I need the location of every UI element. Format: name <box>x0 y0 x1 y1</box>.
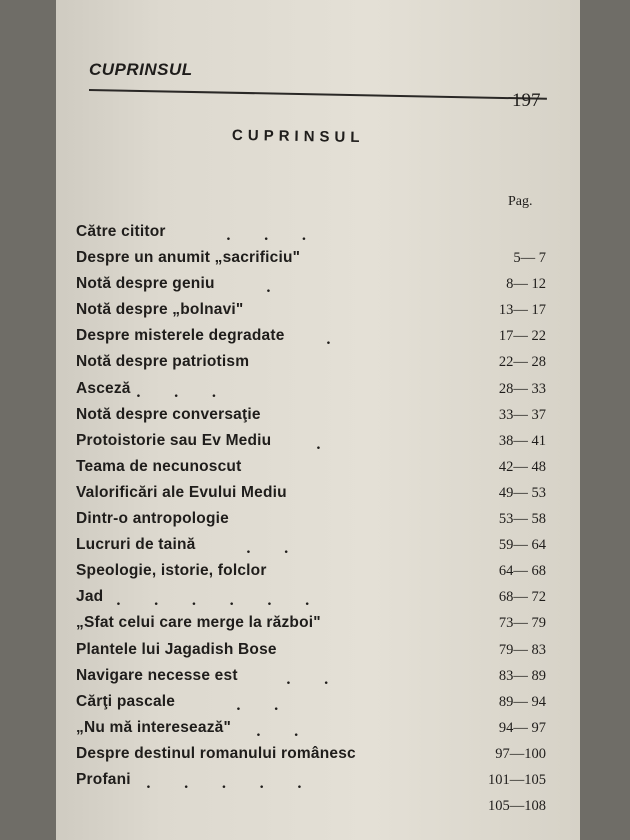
toc-leader-dots: . . <box>246 541 303 558</box>
toc-leader-dots: . <box>266 280 285 297</box>
toc-entry <box>76 690 576 716</box>
toc-entry <box>76 246 576 272</box>
toc-entry <box>76 559 576 585</box>
toc-entry-pages: 28— 33 <box>498 380 546 397</box>
toc-leader-dots: . . <box>236 697 293 714</box>
toc-entry <box>76 324 576 350</box>
pages-column-label: Pag. <box>508 194 533 209</box>
toc-entry-pages: 38— 41 <box>498 432 546 449</box>
toc-entry-title: Asceză <box>76 379 131 397</box>
page-number: 197 <box>512 90 541 111</box>
toc-entry-pages: 94— 97 <box>498 719 546 736</box>
toc-entry <box>76 794 576 820</box>
toc-entry <box>76 429 576 455</box>
toc-entry-pages: 8— 12 <box>506 276 546 293</box>
toc-entry-pages: 89— 94 <box>498 693 546 710</box>
toc-entry <box>76 638 576 664</box>
book-page <box>56 0 580 840</box>
toc-entry-title: Speologie, istorie, folclor <box>76 562 267 580</box>
running-head: CUPRINSUL <box>89 60 193 79</box>
toc-entry <box>76 585 576 611</box>
toc-entry <box>76 298 576 324</box>
toc-leader-dots: . . . <box>226 228 321 244</box>
toc-leader-dots: . . . . . . <box>116 593 324 610</box>
toc-leader-dots: . . <box>286 671 343 688</box>
toc-entry-pages: 83— 89 <box>498 667 546 684</box>
toc-leader-dots: . . . <box>136 384 231 401</box>
toc-entry-title: Notă despre conversaţie <box>76 405 261 423</box>
toc-entry-title: Despre destinul romanului românesc <box>76 744 356 762</box>
toc-entry-pages: 53— 58 <box>498 511 546 528</box>
toc-entry-title: Notă despre „bolnavi" <box>76 301 244 319</box>
toc-entry-pages: 49— 53 <box>498 484 546 501</box>
header-rule <box>89 89 547 100</box>
toc-entry-title: „Sfat celui care merge la război" <box>76 614 321 632</box>
toc-entry-title: Lucruri de taină <box>76 536 196 554</box>
toc-entry-pages: 33— 37 <box>498 406 546 423</box>
toc-leader-dots: . . <box>256 723 313 740</box>
toc-leader-dots: . . . . . <box>146 775 316 792</box>
toc-entry-title: Notă despre geniu <box>76 275 215 293</box>
toc-entry <box>76 272 576 298</box>
toc-entry-pages: 5— 7 <box>513 250 546 267</box>
toc-entry-title: Către cititor <box>76 223 166 240</box>
toc-entry-pages: 22— 28 <box>498 354 546 371</box>
table-of-contents <box>76 220 576 820</box>
toc-entry <box>76 507 576 533</box>
toc-entry-title: Navigare necesse est <box>76 666 238 684</box>
toc-entry <box>76 742 576 768</box>
toc-entry <box>76 403 576 429</box>
toc-entry-pages: 105—108 <box>488 798 546 815</box>
toc-entry-title: Notă despre patriotism <box>76 353 250 371</box>
toc-entry-title: Teama de necunoscut <box>76 457 242 475</box>
toc-entry <box>76 455 576 481</box>
toc-entry-pages: 13— 17 <box>498 302 546 319</box>
toc-entry-title: „Nu mă interesează" <box>76 718 232 736</box>
toc-entry <box>76 350 576 376</box>
toc-entry-title: Valorificări ale Evului Mediu <box>76 483 287 501</box>
toc-entry-title: Plantele lui Jagadish Bose <box>76 640 277 658</box>
toc-entry-pages: 68— 72 <box>498 589 546 606</box>
toc-entry-pages: 79— 83 <box>498 641 546 658</box>
toc-entry <box>76 377 576 403</box>
toc-entry-pages: 73— 79 <box>498 615 546 632</box>
toc-entry-title: Jad <box>76 588 104 606</box>
toc-entry-pages: 59— 64 <box>498 537 546 554</box>
toc-entry <box>76 533 576 559</box>
toc-entry <box>76 768 576 794</box>
toc-entry <box>76 664 576 690</box>
toc-leader-dots: . <box>316 436 335 453</box>
toc-entry-pages: 42— 48 <box>498 458 546 475</box>
toc-entry-pages: 101—105 <box>488 771 546 788</box>
toc-entry-pages: 97—100 <box>495 745 546 762</box>
toc-leader-dots: . <box>326 332 345 349</box>
toc-entry-title: Despre un anumit „sacrificiu" <box>76 249 301 267</box>
toc-entry-title: Protoistorie sau Ev Mediu <box>76 431 272 449</box>
toc-entry-pages: 64— 68 <box>498 563 546 580</box>
toc-entry-pages: 17— 22 <box>498 328 546 345</box>
toc-entry <box>76 611 576 637</box>
toc-entry-title: Despre misterele degradate <box>76 327 285 345</box>
toc-entry-title: Cărţi pascale <box>76 692 176 710</box>
toc-entry <box>76 716 576 742</box>
toc-entry <box>76 481 576 507</box>
toc-entry-title: Dintr-o antropologie <box>76 510 229 528</box>
toc-entry-title: Profani <box>76 770 131 788</box>
page-title: CUPRINSUL <box>231 126 365 147</box>
toc-entry <box>76 220 576 246</box>
